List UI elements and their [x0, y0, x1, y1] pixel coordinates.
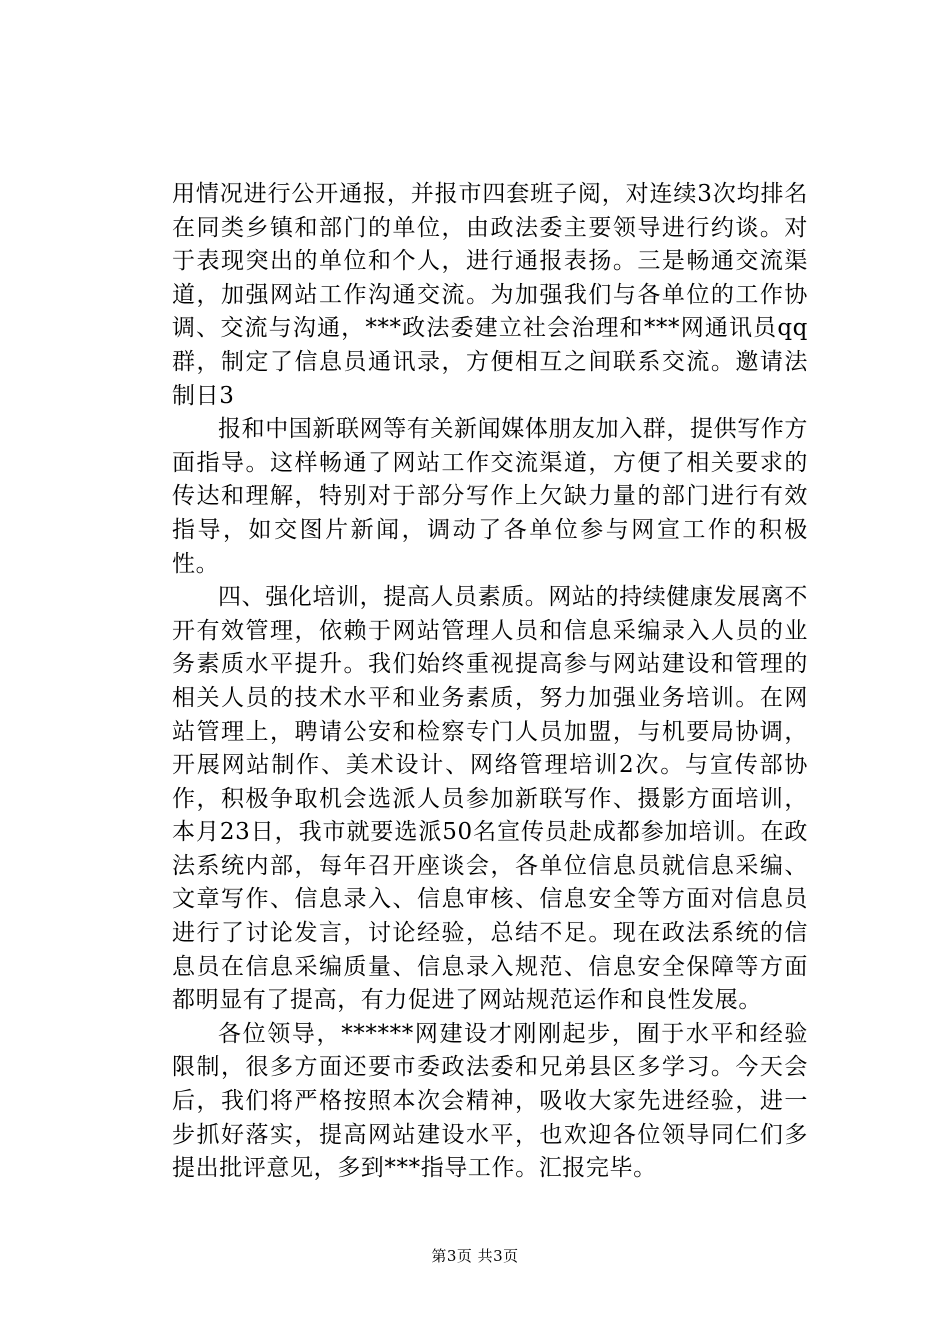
paragraph-training: 四、强化培训，提高人员素质。网站的持续健康发展离不开有效管理，依赖于网站管理人员和信息采编录入人员的业务素质水平提升。我们始终重视提高参与网站建设和管理的相关人员的技术水平和业务素质，努力加强业务培训。在网站管理上，聘请公安和检察专门人员加盟，与机要局协调，开展网站制作、美术设计、网络管理培训2次。与宣传部协作，积极争取机会选派人员参加新联写作、摄影方面培训，本月23日，我市就要选派50名宣传员赴成都参加培训。在政法系统内部，每年召开座谈会，各单位信息员就信息采编、文章写作、信息录入、信息审核、信息安全等方面对信息员进行了讨论发言，讨论经验，总结不足。现在政法系统的信息员在信息采编质量、信息录入规范、信息安全保障等方面都明显有了提高，有力促进了网站规范运作和良性发展。: [172, 584, 808, 1014]
paragraph-media-guidance: 报和中国新联网等有关新闻媒体朋友加入群，提供写作方面指导。这样畅通了网站工作交流渠道，方便了相关要求的传达和理解，特别对于部分写作上欠缺力量的部门进行有效指导，如交图片新闻，调动了各单位参与网宣工作的积极性。: [172, 416, 808, 577]
paragraph-closing: 各位领导，******网建设才刚刚起步，囿于水平和经验限制，很多方面还要市委政法委和兄弟县区多学习。今天会后，我们将严格按照本次会精神，吸收大家先进经验，进一步抓好落实，提高网站建设水平，也欢迎各位领导同仁们多提出批评意见，多到***指导工作。汇报完毕。: [172, 1020, 808, 1182]
document-body: [172, 178, 808, 1186]
paragraph-continuation: 用情况进行公开通报，并报市四套班子阅，对连续3次均排名在同类乡镇和部门的单位，由政法委主要领导进行约谈。对于表现突出的单位和个人，进行通报表扬。三是畅通交流渠道，加强网站工作沟通交流。为加强我们与各单位的工作协调、交流与沟通，***政法委建立社会治理和***网通讯员qq群，制定了信息员通讯录，方便相互之间联系交流。邀请法制日3: [172, 181, 808, 409]
page-number-footer: 第3页 共3页: [431, 1247, 519, 1265]
